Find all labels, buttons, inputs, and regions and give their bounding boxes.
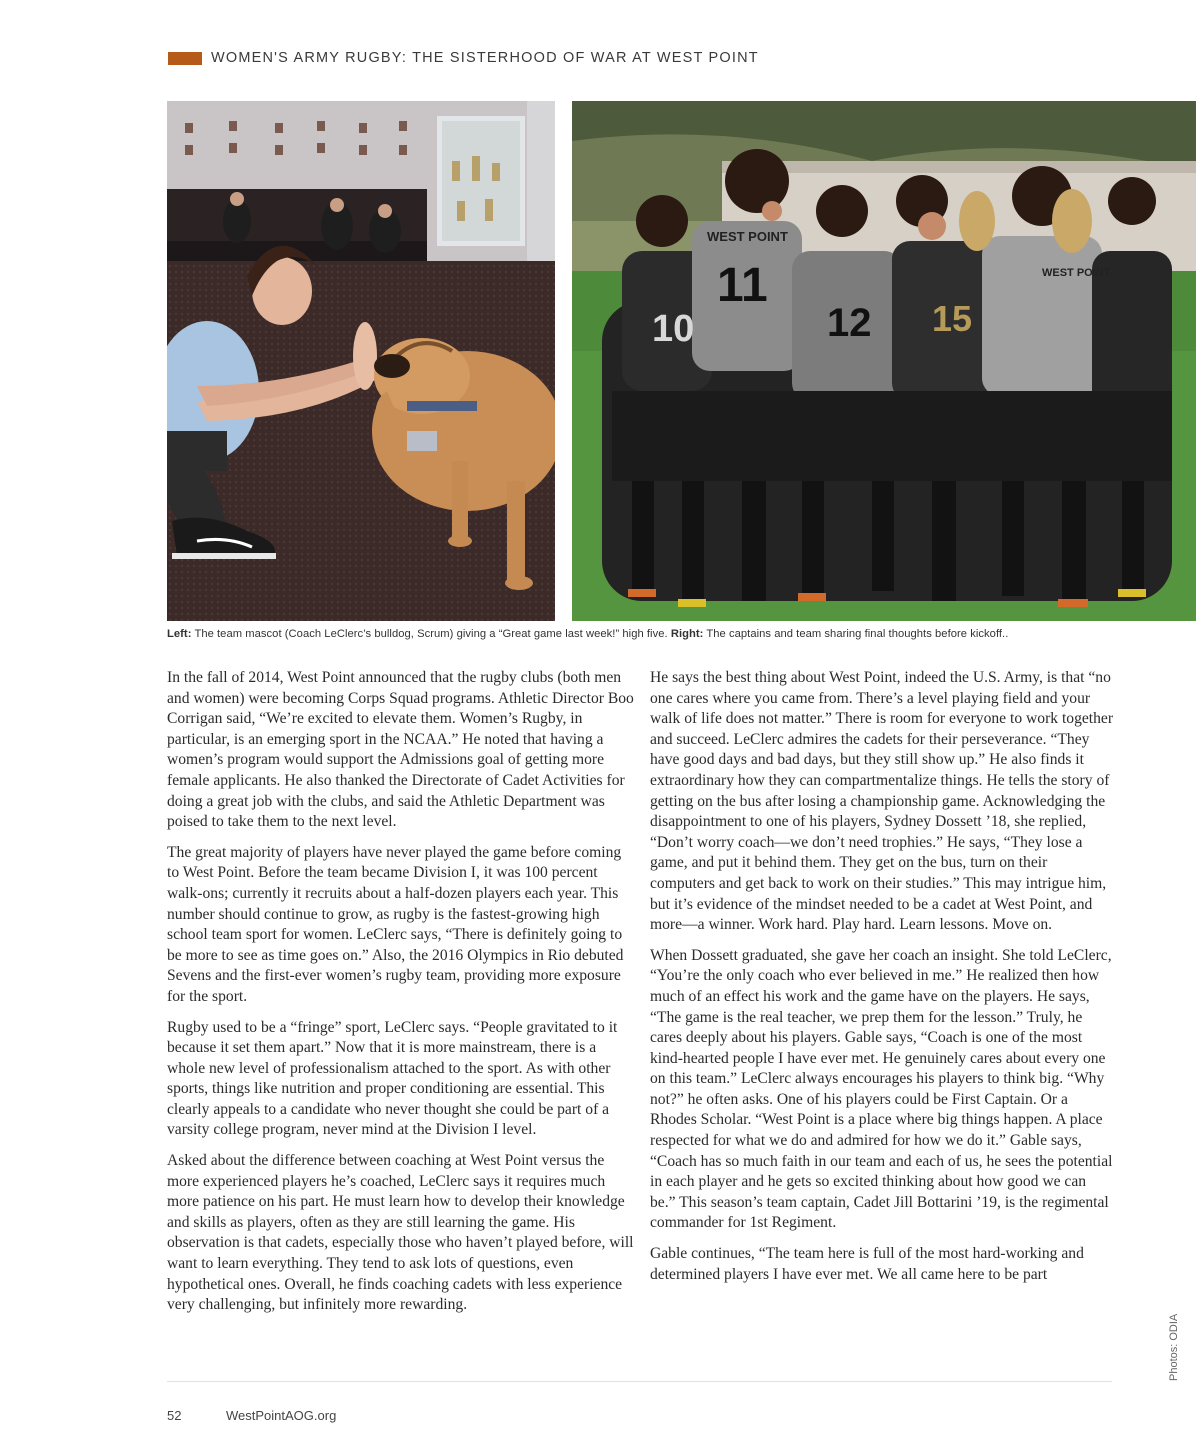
photo-team-huddle <box>572 101 1196 621</box>
paragraph: In the fall of 2014, West Point announced that the rugby clubs (both men and women) were becoming Corps Squad programs. Athletic Director Boo Corrigan said, “We’re excited to elevate them. Women’s Rugby, in particular, is an emerging sport in the NCAA.” He noted that having a women’s program would support the Admissions goal of getting more female applicants. He also thanked the Directorate of Cadet Activities for doing a great job with the clubs, and said the Athletic Department was poised to take them to the next level. <box>167 669 634 831</box>
photo-credit: Photos: ODIA <box>1168 1313 1180 1381</box>
caption-right-text: The captains and team sharing final thoughts before kickoff.. <box>703 628 1009 640</box>
paragraph: When Dossett graduated, she gave her coach an insight. She told LeClerc, “You’re the only coach who ever believed in me.” He realized then how much of an effect his work and the game have on the players. He says, “The game is the real teacher, we prep them for the lesson.” Truly, he cares deeply about his players. Gable says, “Coach is one of the most kind-hearted people I have ever met. He genuinely cares about every one on this team.” LeClerc always encourages his players to think big. “Why not?” he often asks. One of his players could be First Captain. Or a Rhodes Scholar. “West Point is a place where big things happen. A place respected for what we do and admired for how we do it.” Gable says, “Coach has so much faith in our team and each of us, he sees the potential in each player and he gets so excited thinking about how good we can be.” This season’s team captain, Cadet Jill Bottarini ’19, is the regimental commander for 1st Regiment. <box>650 946 1113 1232</box>
photo-coach-bulldog-illustration <box>167 101 555 621</box>
caption-left-label: Left: <box>167 628 192 640</box>
page-number: 52 <box>167 1408 182 1423</box>
site-url-link[interactable]: WestPointAOG.org <box>226 1408 337 1423</box>
jersey-number-10: 10 <box>652 308 695 350</box>
jersey-number-12: 12 <box>827 301 872 345</box>
photo-caption <box>167 628 1197 640</box>
jersey-number-15: 15 <box>932 298 973 339</box>
paragraph: He says the best thing about West Point, indeed the U.S. Army, is that “no one cares where you came from. There’s a level playing field and your walk of life does not matter.” There is room for everyone to work together and succeed. LeClerc admires the cadets for their perseverance. “They have good days and bad days, but they still show up.” He also finds it extraordinary how they can compartmentalize things. He tells the story of getting on the bus after losing a championship game. Acknowledging the disappointment to one of his players, Sydney Dossett ’18, she replied, “Don’t worry coach—we don’t need trophies.” He says, “They lose a game, and put it behind them. They get on the bus, turn on their computers and get back to work on their studies.” This may intrigue him, but it’s evidence of the mindset needed to be a cadet at West Point, and more—a winner. Work hard. Play hard. Learn lessons. Move on. <box>650 669 1114 934</box>
photo-team-huddle-illustration <box>572 101 1196 621</box>
running-header <box>168 47 759 69</box>
paragraph: The great majority of players have never played the game before coming to West Point. Before the team became Division I, it was 100 percent walk-ons; currently it recruits about a half-dozen players each year. This number should continue to grow, as rugby is the fastest-growing high school team sport for women. LeClerc says, “There is definitely going to be more to see as time goes on.” Also, the 2016 Olympics in Rio debuted Sevens and the first-ever women’s rugby team, providing more exposure for the sport. <box>167 843 624 1005</box>
caption-left-text: The team mascot (Coach LeClerc’s bulldog, Scrum) giving a “Great game last week!” high five. <box>191 628 671 640</box>
jersey-text-west-point: WEST POINT <box>707 229 788 244</box>
jersey-number-11: 11 <box>717 259 768 312</box>
photo-coach-bulldog-high-five <box>167 101 555 621</box>
paragraph: Rugby used to be a “fringe” sport, LeClerc says. “People gravitated to it because it set them apart.” Now that it is more mainstream, there is a whole new level of professionalism attached to the sport. As with other sports, things like nutrition and proper conditioning are essential. This clearly appeals to a candidate who never thought she could be part of a varsity college program, never mind at the Division I level. <box>167 1018 618 1139</box>
caption-right-label: Right: <box>670 628 704 640</box>
paragraph: Asked about the difference between coaching at West Point versus the more experienced players he’s coached, LeClerc says it requires much more patience on his part. He must learn how to develop their knowledge and skills as players, often as they are still learning the game. His observation is that cadets, especially those who haven’t played before, will want to learn everything. They tend to ask lots of questions, even hypothetical ones. Overall, he finds coaching cadets with less experience very challenging, but infinitely more rewarding. <box>167 1152 634 1314</box>
article-column-right <box>650 668 1115 1295</box>
paragraph: Gable continues, “The team here is full of the most hard-working and determined players I have ever met. We all came here to be part <box>650 1245 1084 1283</box>
jersey-text-west-point-2: WEST POINT <box>1042 267 1111 279</box>
header-title: WOMEN'S ARMY RUGBY: THE SISTERHOOD OF WAR AT WEST POINT <box>211 50 759 66</box>
article-column-left <box>167 668 637 1326</box>
footer-divider <box>167 1381 1112 1382</box>
header-accent-bar <box>168 52 202 65</box>
